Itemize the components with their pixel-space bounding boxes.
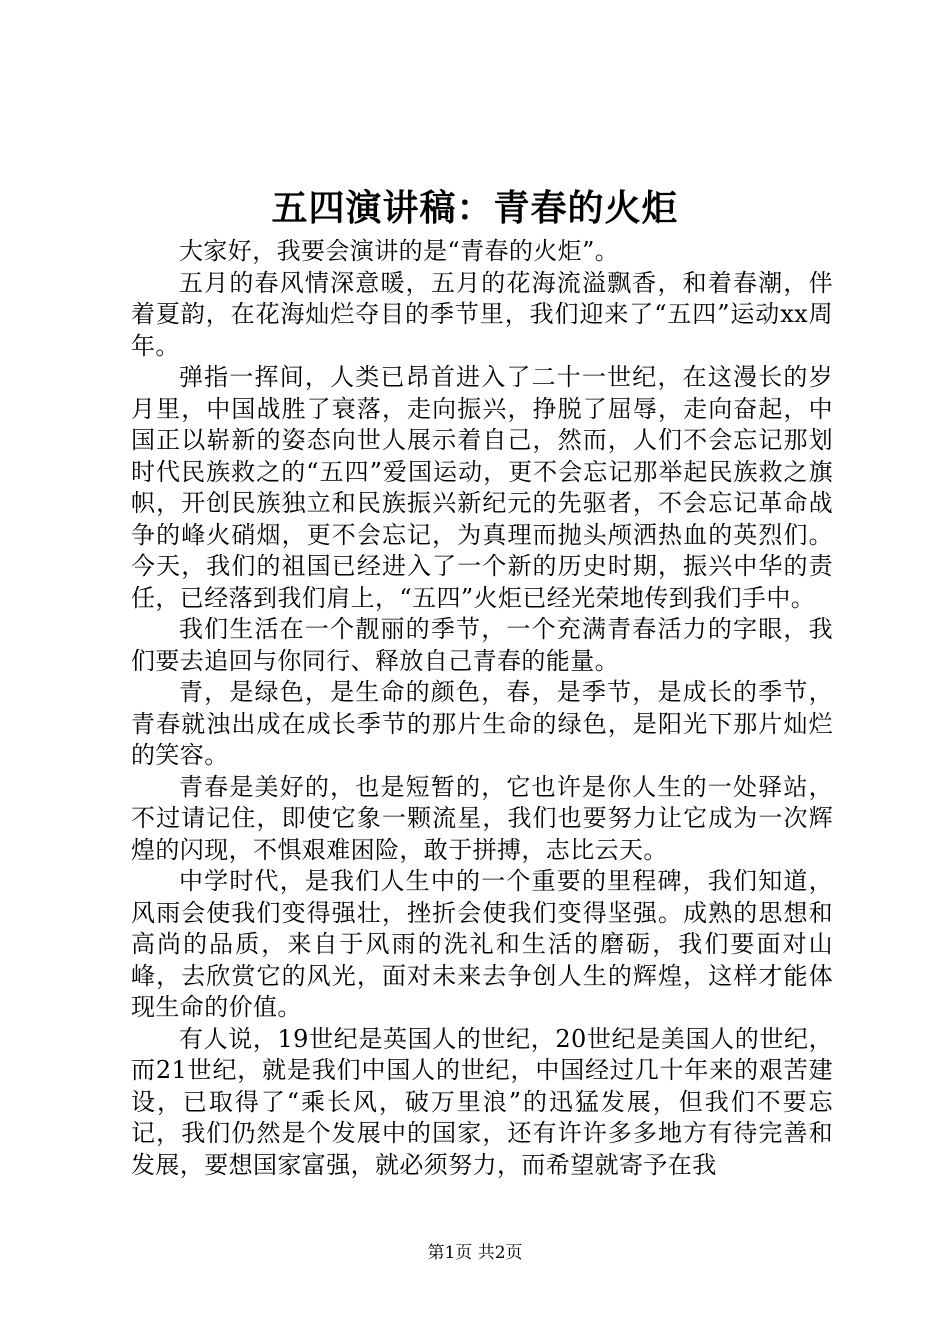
paragraph: 大家好，我要会演讲的是“青春的火炬”。 (179, 237, 620, 265)
document-body (131, 236, 833, 1181)
paragraph: 弹指一挥间，人类已昂首进入了二十一世纪，在这漫长的岁月里，中国战胜了衰落，走向振兴，挣脱了屈辱，走向奋起，中国正以崭新的姿态向世人展示着自己，然而，人们不会忘记那划时代民族救之的“五四”爱国运动，更不会忘记那举起民族救之旗帜，开创民族独立和民族振兴新纪元的先驱者，不会忘记革命战争的峰火硝烟，更不会忘记，为真理而抛头颅洒热血的英烈们。今天，我们的祖国已经进入了一个新的历史时期，振兴中华的责任，已经落到我们肩上，“五四”火炬已经光荣地传到我们手中。 (131, 363, 833, 612)
paragraph: 我们生活在一个靓丽的季节，一个充满青春活力的字眼，我们要去追回与你同行、释放自己青春的能量。 (131, 615, 833, 675)
paragraph: 青，是绿色，是生命的颜色，春，是季节，是成长的季节，青春就浊出成在成长季节的那片生命的绿色，是阳光下那片灿烂的笑容。 (131, 678, 833, 769)
paragraph: 五月的春风情深意暖，五月的花海流溢飘香，和着春潮，伴着夏韵，在花海灿烂夺目的季节里，我们迎来了“五四”运动xx周年。 (131, 268, 833, 360)
paragraph: 青春是美好的，也是短暂的，它也许是你人生的一处驿站，不过请记住，即使它象一颗流星，我们也要努力让它成为一次辉煌的闪现，不惧艰难困险，敢于拼搏，志比云天。 (131, 772, 833, 864)
document-title: 五四演讲稿：青春的火炬 (271, 187, 679, 229)
paragraph: 中学时代，是我们人生中的一个重要的里程碑，我们知道，风雨会使我们变得强壮，挫折会使我们变得坚强。成熟的思想和高尚的品质，来自于风雨的洗礼和生活的磨砺，我们要面对山峰，去欣赏它的风光，面对未来去争创人生的辉煌，这样才能体现生命的价值。 (131, 867, 833, 1021)
paragraph: 有人说，19世纪是英国人的世纪，20世纪是美国人的世纪，而21世纪，就是我们中国人的世纪，中国经过几十年来的艰苦建设，已取得了“乘长风，破万里浪”的迅猛发展，但我们不要忘记，我们仍然是个发展中的国家，还有许许多多地方有待完善和发展，要想国家富强，就必须努力，而希望就寄予在我 (131, 1024, 833, 1179)
page-number-footer: 第1页 共2页 (427, 1243, 523, 1263)
